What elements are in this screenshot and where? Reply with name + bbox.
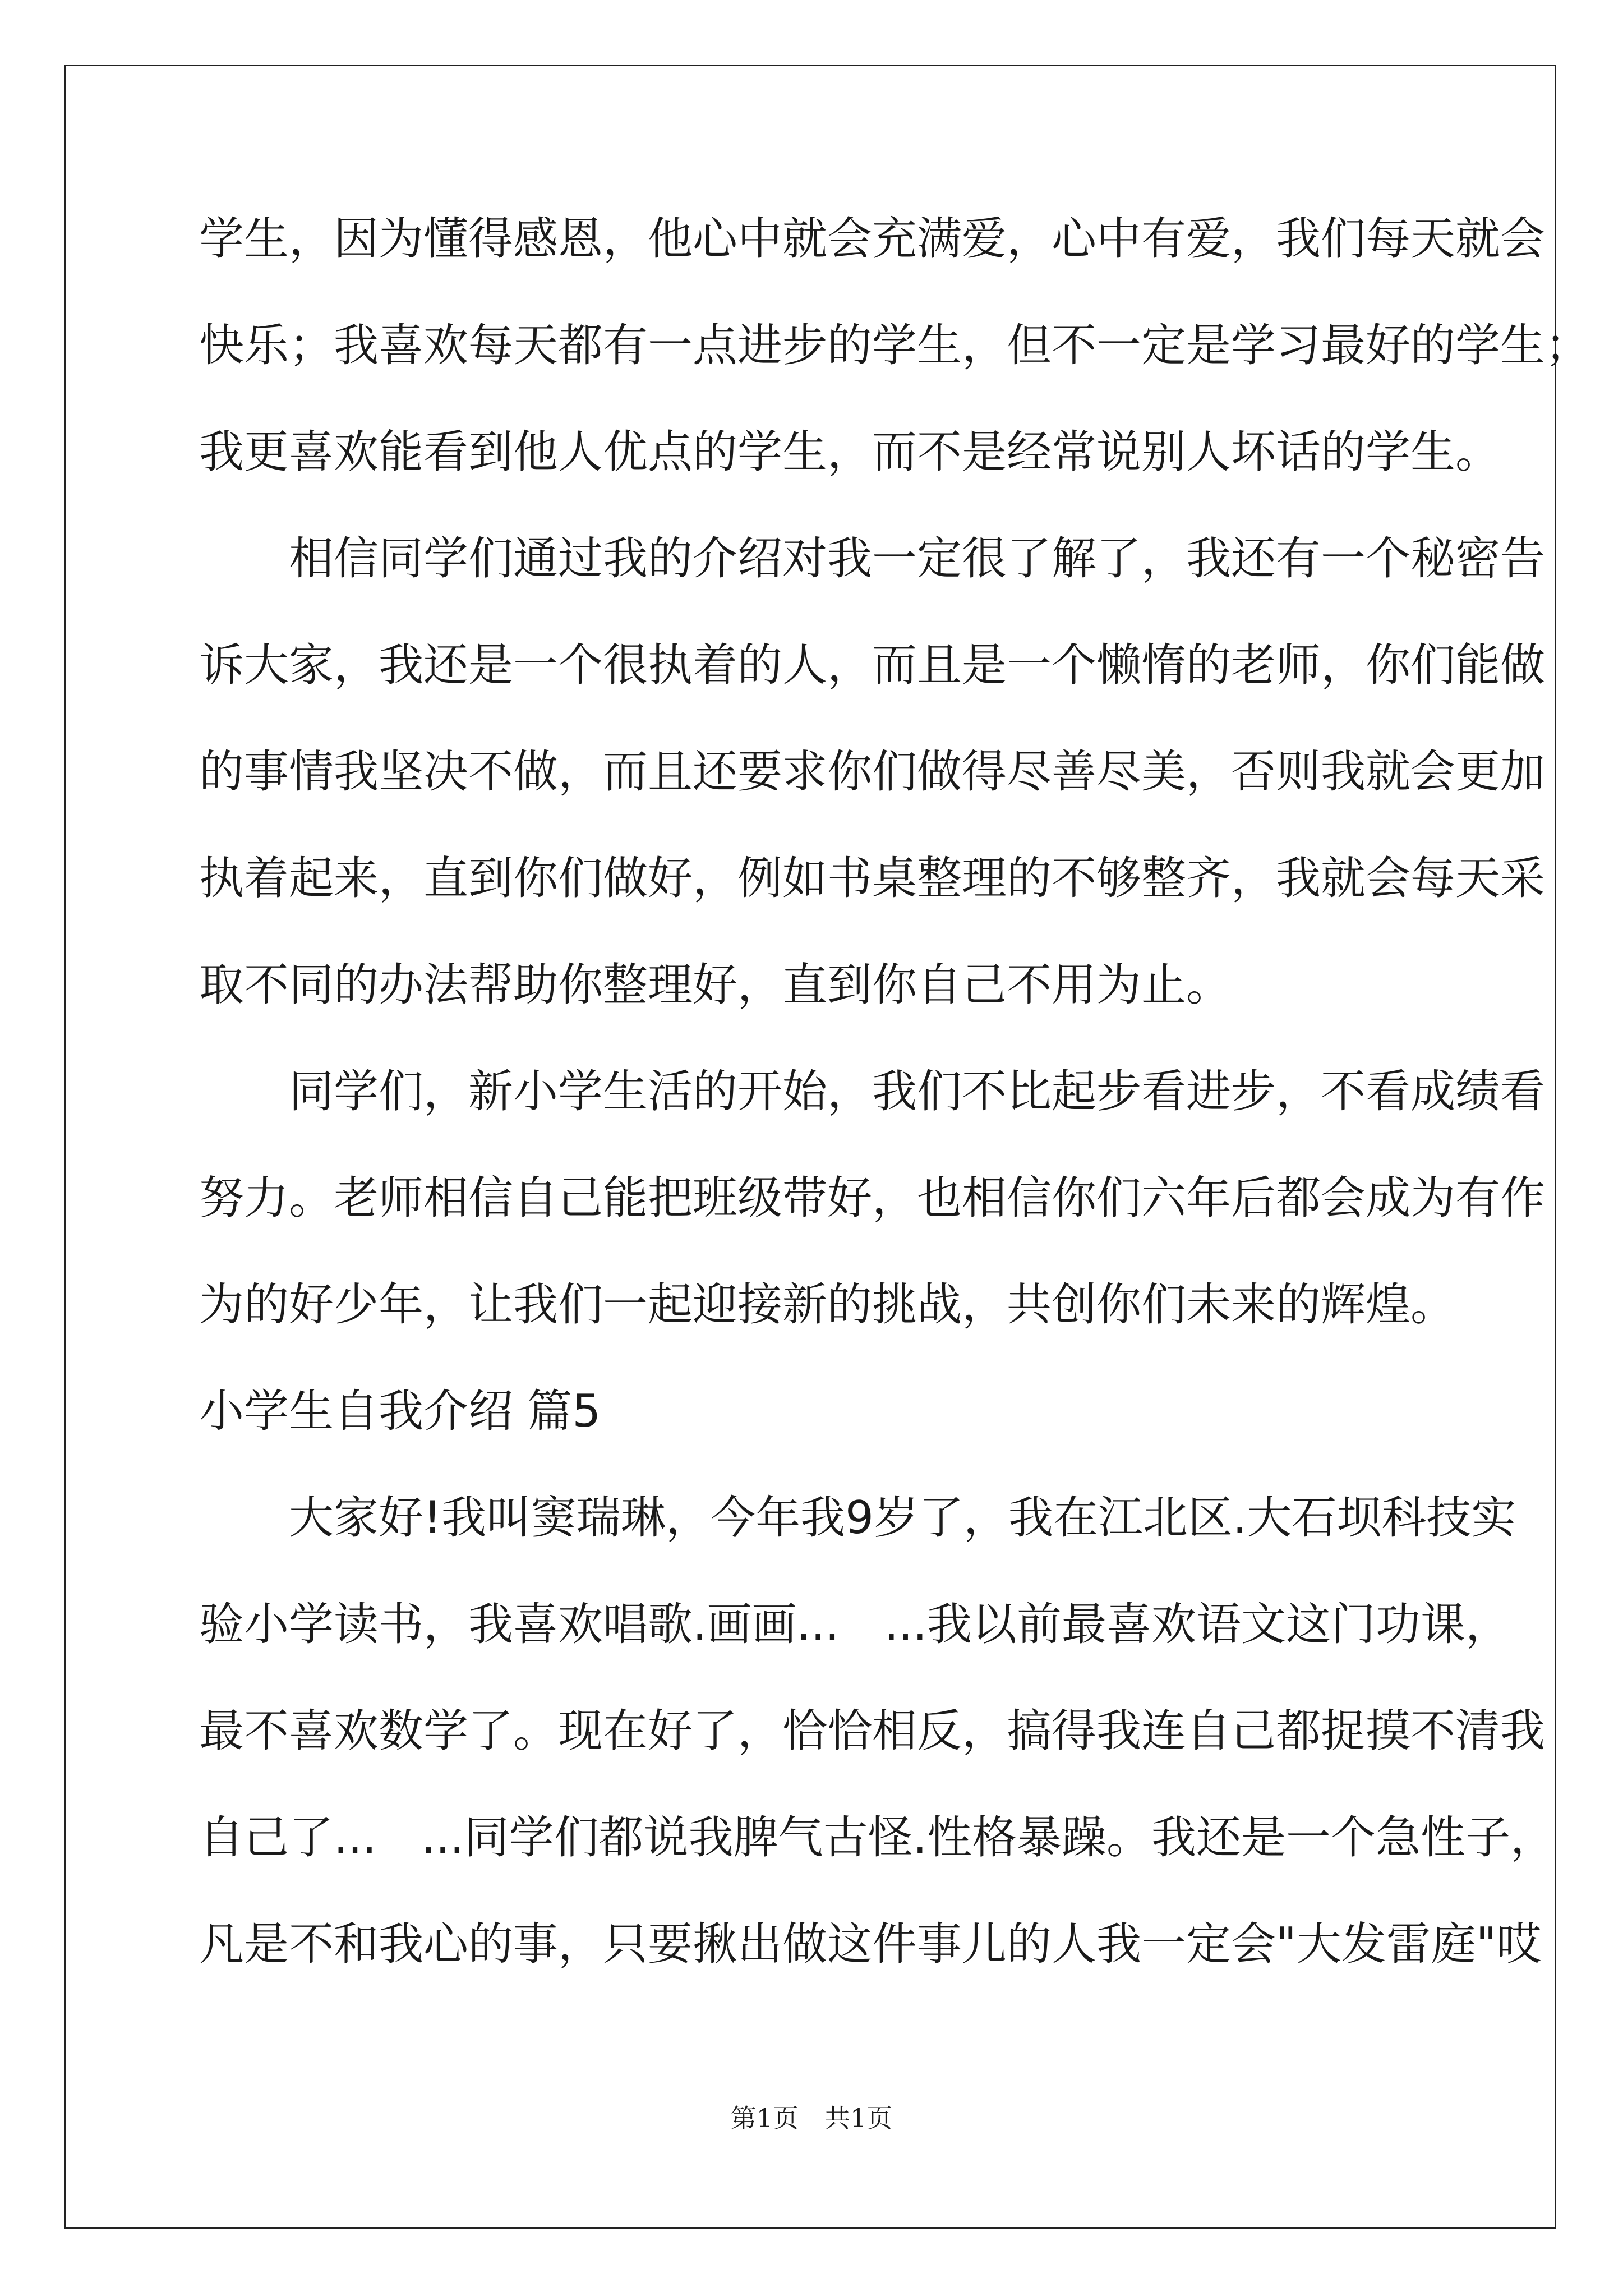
text-line: 为的好少年，让我们一起迎接新的挑战，共创你们未来的辉煌。 bbox=[199, 1278, 1455, 1331]
text-line: 的事情我坚决不做，而且还要求你们做得尽善尽美，否则我就会更加 bbox=[199, 746, 1545, 798]
text-line: 最不喜欢数学了。现在好了，恰恰相反，搞得我连自己都捉摸不清我 bbox=[199, 1705, 1545, 1757]
section-heading: 小学生自我介绍 篇5 bbox=[199, 1385, 601, 1437]
text-line: 大家好!我叫窦瑞琳，今年我9岁了，我在江北区.大石坝科技实 bbox=[199, 1492, 1516, 1544]
text-line: 自己了... ...同学们都说我脾气古怪.性格暴躁。我还是一个急性子， bbox=[199, 1811, 1556, 1864]
text-line: 验小学读书，我喜欢唱歌.画画... ...我以前最喜欢语文这门功课， bbox=[199, 1598, 1511, 1650]
text-line: 诉大家，我还是一个很执着的人，而且是一个懒惰的老师，你们能做 bbox=[199, 639, 1545, 691]
text-line: 同学们，新小学生活的开始，我们不比起步看进步，不看成绩看 bbox=[199, 1065, 1545, 1117]
text-line: 快乐；我喜欢每天都有一点进步的学生，但不一定是学习最好的学生； bbox=[199, 319, 1590, 371]
text-line: 凡是不和我心的事，只要揪出做这件事儿的人我一定会"大发雷庭"哎 bbox=[199, 1918, 1542, 1970]
text-line: 取不同的办法帮助你整理好，直到你自己不用为止。 bbox=[199, 959, 1231, 1011]
page-number-footer: 第1页 共1页 bbox=[730, 2103, 893, 2133]
text-line: 学生，因为懂得感恩，他心中就会充满爱，心中有爱，我们每天就会 bbox=[199, 213, 1545, 265]
text-line: 执着起来，直到你们做好，例如书桌整理的不够整齐，我就会每天采 bbox=[199, 852, 1545, 904]
text-line: 我更喜欢能看到他人优点的学生，而不是经常说别人坏话的学生。 bbox=[199, 426, 1500, 478]
text-line: 努力。老师相信自己能把班级带好，也相信你们六年后都会成为有作 bbox=[199, 1172, 1545, 1224]
text-line: 相信同学们通过我的介绍对我一定很了解了，我还有一个秘密告 bbox=[199, 532, 1545, 585]
page-border bbox=[64, 65, 1556, 2229]
